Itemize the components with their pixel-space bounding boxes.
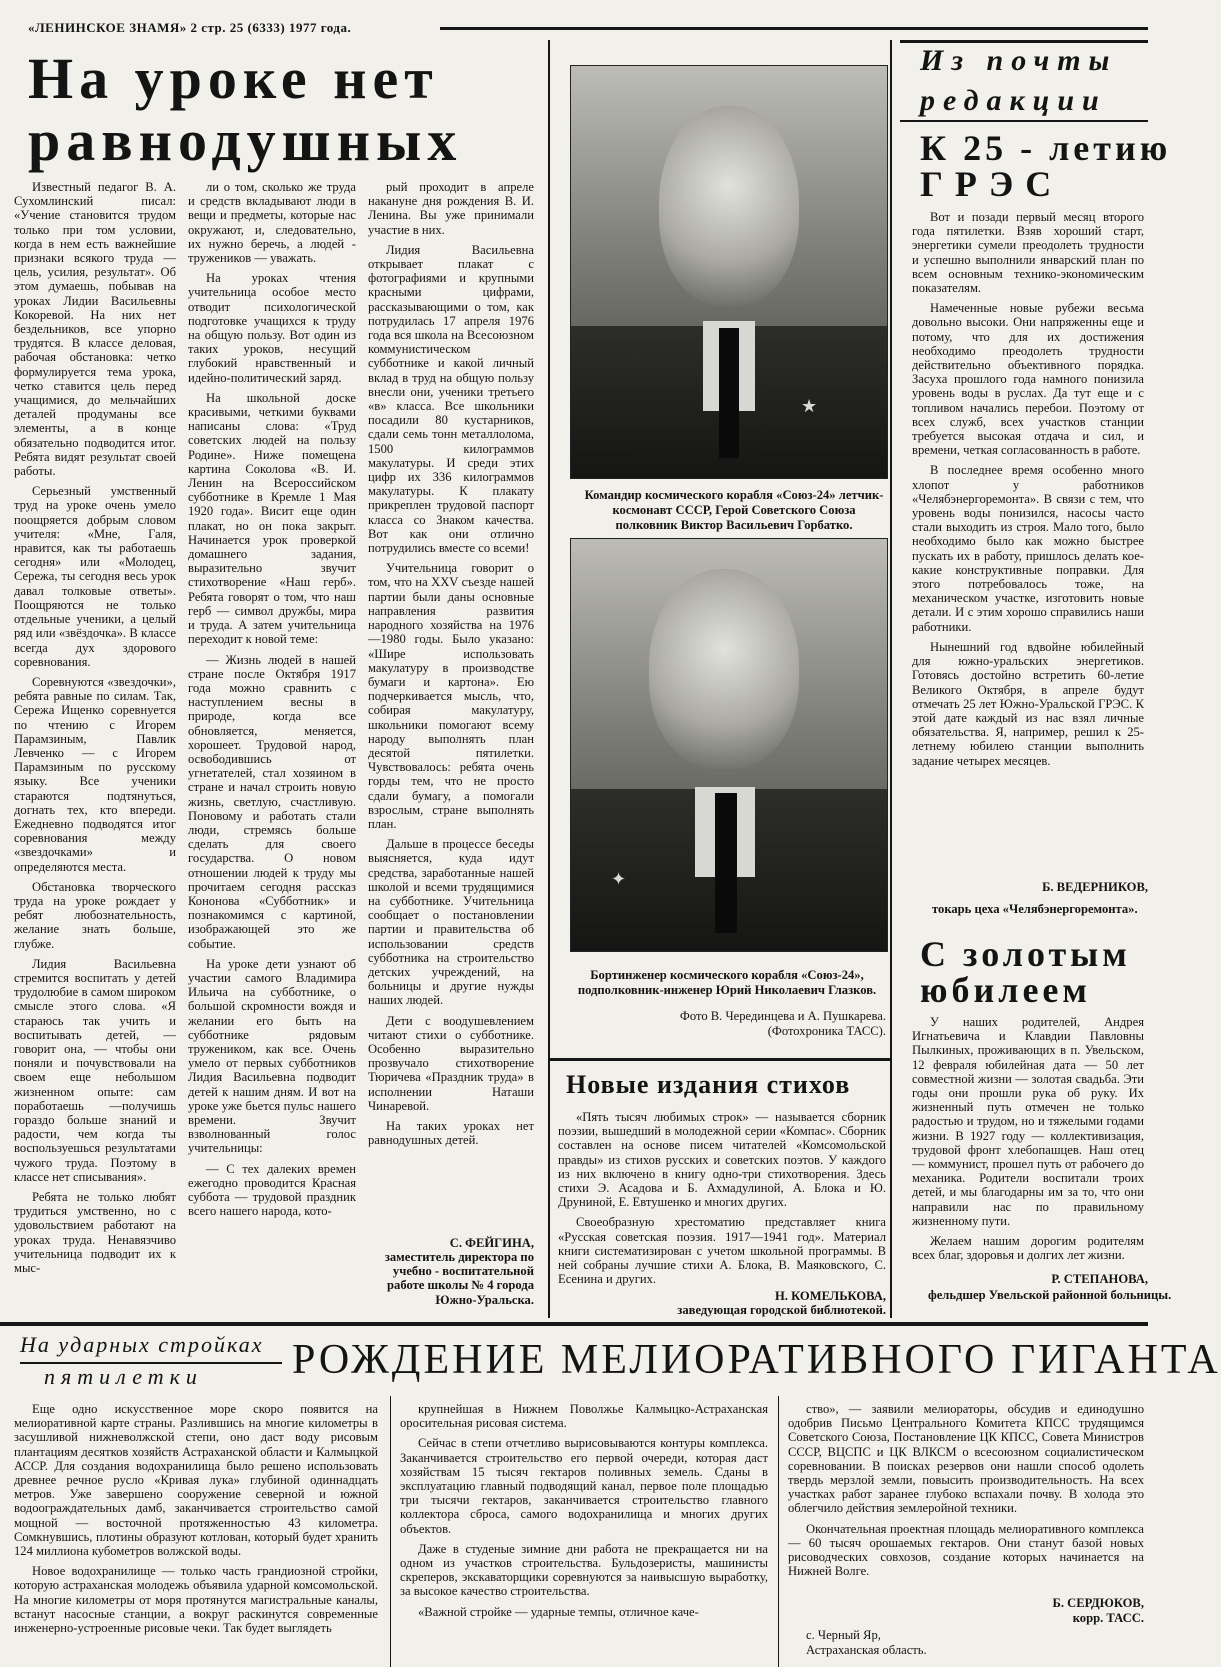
photo-credit-2: (Фотохроника ТАСС). (767, 1024, 886, 1038)
bottom-col1: Еще одно искусственное море скоро появится на мелиоративной карте страны. Разлившись на многие километры в засушливой нижневолжской степи, оно даст воду рисовым плантациям десятков хозяйств Астраханской области и Калмыцкой АССР. Для создания водохранилища было решено использовать древнее речное русло «Кривая лука» глубиной одиннадцать метров. Уже завершено сооружение северной и южной водоограждательных дамб, заканчивается строительство самой мощной — восточной протяженностью 43 километра. Сомкнувшись, плотины образуют котлован, который будет хранить 124 миллиона кубометров волжской воды. Новое водохранилище — только часть грандиозной стройки, которую астраханская молодежь объявила ударной комсомольской. На многие километры от моря протянутся магистральные каналы, встанут насосные станции, а вокруг раскинутся современные инженерно-устроенные рисовые чеки. Так будет выглядеть (14, 1402, 378, 1636)
bottom-place-1: с. Черный Яр, (806, 1628, 881, 1642)
article-col3: рый проходит в апреле накануне дня рождения В. И. Ленина. Вы уже принимали участие в них. Лидия Васильевна открывает плакат с фотографиями и крупными красными цифрами, рассказывающими о том, как потрудилась 17 апреля 1976 года вся школа на Всесоюзном коммунистическом субботнике и какой личный вклад в труд на общую пользу внесли они, ученики третьего «в» класса. Все школьники посадили 80 кустарников, сдали семь тонн металлолома, 1500 килограммов макулатуры. И среди этих цифр их 336 килограммов макулатуры. К плакату прикреплен трудовой паспорт класса со Знаком качества. Вот как они отлично потрудились вместе со всеми! Учительница говорит о том, что на XXV съезде нашей партии были даны основные направления развития народного хозяйства на 1976—1980 годы. Было указано: «Шире использовать макулатуру в производстве бумаги и картона». Ею подчеркивается мысль, что, собирая макулатуру, школьники помогают всему народу выполнять план десятой пятилетки. Чувствовалось: ребята очень горды тем, что не просто сдали бумагу, а помогали взрослым, стране выполнять план. Дальше в процессе беседы выясняется, куда идут средства, заработанные нашей школой и всеми трудящимися на субботнике. Учительница сообщает о постановлении партии и правительства об использовании средств субботника на строительство детских учреждений, на больницы и другие нужды наших людей. Дети с воодушевлением читают стихи о субботнике. Особенно выразительно прозвучало стихотворение Тюричева «Праздник труда» в исполнении Наташи Чинаревой. На таких уроках нет равнодушных детей. (368, 180, 534, 1148)
bottom-kicker-line2: пятилетки (44, 1364, 203, 1389)
bottom-title: РОЖДЕНИЕ МЕЛИОРАТИВНОГО ГИГАНТА (292, 1337, 1221, 1383)
bottom-col3: ство», — заявили мелиораторы, обсудив и единодушно одобрив Письмо Центрального Комитета КПСС трудящимся Советского Союза, Постановление ЦК КПСС, Совета Министров СССР, ВЦСПС и ЦК ВЛКСМ о всесоюзном социалистическом соревновании. В поисках резервов они нашли способ одолеть твердь мерзлой земли, повысить производительность. На всех участках работ заранее глубоко вспахали почву. В холода это облегчило действия землеройной техники. Окончательная проектная площадь мелиоративного комплекса — 60 тысяч орошаемых гектаров. Они станут базой новых рисоводческих совхозов, создание которых начинается на Нижней Волге. (788, 1402, 1144, 1579)
bottom-author-role: корр. ТАСС. (1072, 1611, 1144, 1625)
article-author-name: С. ФЕЙГИНА, (449, 1236, 534, 1250)
photo-credit-1: Фото В. Черединцева и А. Пушкарева. (679, 1009, 886, 1023)
photo-caption-2: Бортинженер космического корабля «Союз-24», подполковник-инженер Юрий Николаевич Глазков. (577, 968, 877, 997)
article-title-line2: равнодушных (28, 108, 463, 173)
mail-top-rule (900, 40, 1148, 43)
mail-author-role: токарь цеха «Челябэнергоремонта». (932, 902, 1138, 916)
golden-title-line1: С золотым (920, 934, 1131, 974)
article-col2: ли о том, сколько же труда и средств вкладывают люди в вещи и предметы, которые нас окружают, и, следовательно, их нужно беречь, а людей - тружеников — уважать. На уроках чтения учительница особое место отводит психологической подготовке учащихся к труду на общую пользу. Вот один из таких уроков, несущий глубокий нравственный и идейно-политический заряд. На школьной доске красивыми, четкими буквами написаны слова: «Труд советских людей на пользу Родине». Ниже помещена картина Соколова «В. И. Ленин на Всероссийском субботнике в Кремле 1 Мая 1920 года». Висит еще один плакат, но он пока закрыт. Начинается урок проверкой домашнего задания, выразительно звучит стихотворение «Наш герб». Ребята говорят о том, что наш герб — символ дружбы, мира и труда. А затем учительница переходит к новой теме: — Жизнь людей в нашей стране после Октября 1917 года можно сравнить с наступлением весны в природе, когда все обновляется, меняется, хорошеет. Трудовой народ, освободившись от угнетателей, стал хозяином в стране и начал строить новую жизнь, светлую, счастливую. Поновому и работать стали люди, стремясь больше сделать для своего государства. О новом отношении людей к труду мы прочитаем сегодня рассказ Кононова «Субботник» и познакомимся с картиной, изображающей это же событие. На уроке дети узнают об участии самого Владимира Ильича на субботнике, о большой скромности вождя и желании его быть на субботнике рядовым тружеником, как все. Очень умело от первых субботников Лидия Васильевна подводит детей к нашим дням. И вот на уроке уже бьется пульс нашего времени. Звучит взволнованный голос учительницы: — С тех далеких времен ежегодно проводится Красная суббота — трудовой праздник всего нашего народа, кото- (188, 180, 356, 1219)
mail-author-name: Б. ВЕДЕРНИКОВ, (1042, 880, 1148, 894)
bottom-col2: крупнейшая в Нижнем Поволжье Калмыцко-Астраханская оросительная рисовая система. Сейчас в степи отчетливо вырисовываются контуры комплекса. Заканчивается строительство его первой очереди, которая даст хозяйствам 15 тысяч гектаров поливных земель. Сданы в эксплуатацию главный подводящий канал, первое поле площадью три тысячи гектаров, заканчивается строительство главного коллектора сброса, самого водохранилища и многих других объектов. Даже в студеные зимние дни работа не прекращается ни на одном из участков строительства. Бульдозеристы, машинисты скреперов, экскаваторщики соревнуются за наивысшую выработку, за высокое качество строительства. «Важной стройке — ударные темпы, отличное каче- (400, 1402, 768, 1619)
portrait-photo-glazkov: ✦ (570, 538, 888, 952)
golden-author-name: Р. СТЕПАНОВА, (1051, 1272, 1148, 1286)
article-title-line1: На уроке нет (28, 46, 439, 111)
article-col1: Известный педагог В. А. Сухомлинский писал: «Учение становится трудом только при том условии, когда в нем есть важнейшие признаки всякого труда —цель, усилия, результат». Об этом думаешь, побывав на уроках Лидии Васильевны Кокоревой. На них нет бездельников, все упорно трудятся. В классе деловая, рабочая обстановка: четко формулируется тема урока, четко ставится цель перед учащимися, до мельчайших деталей продуманы все элементы, а в конце обязательно подводится итог. Ребята видят результат своей работы. Серьезный умственный труд на уроке очень умело поощряется добрым словом учителя: «Мне, Галя, нравится, как ты работаешь сегодня» или «Молодец, Сережа, ты сегодня весь урок давал толковые ответы». Поощряются не только отдельные ученики, а целый ряд или «звёздочка». В классе всегда дух здорового соревнования. Соревнуются «звездочки», ребята равные по силам. Так, Сережа Ищенко соревнуется по чтению с Игорем Парамзиным, Павлик Левченко — с Игорем Парамзиным по русскому языку. Все ученики стараются подтянуться, догнать тех, кто впереди. Ежедневно подводятся итог соревнования между «звездочками» и определяются места. Обстановка творческого труда на уроке рождает у ребят любознательность, желание знать больше, глубже. Лидия Васильевна стремится воспитать у детей трудолюбие в самом широком смысле этого слова. «Я стараюсь так учить и воспитывать детей, — говорит она, — чтобы они поняли и почувствовали на своем еще небольшом жизненном опыте: сам поработаешь —получишь гораздо больше знаний и радости, чем когда ты воспользуешься результатами чужого труда. Поэтому в классе нет списывания». Ребята не только любят трудиться умственно, но с удовольствием работают на уроках труда. Ненавязчиво учительница подводит их к мыс- (14, 180, 176, 1276)
mail-kicker-line2: редакции (920, 84, 1107, 117)
article-author-role: заместитель директора по учебно - воспитательной работе школы № 4 города Южно-Уральска. (384, 1250, 534, 1307)
photo-bottom-rule (548, 1058, 892, 1061)
photos-left-rule (548, 40, 550, 1058)
bottom-author-name: Б. СЕРДЮКОВ, (1052, 1596, 1144, 1610)
bottom-col-rule-1 (390, 1396, 391, 1667)
photo-caption-1: Командир космического корабля «Союз-24» летчик-космонавт СССР, Герой Советского Союза полковник Виктор Васильевич Горбатко. (584, 488, 884, 532)
golden-author-role: фельдшер Увельской районной больницы. (928, 1288, 1172, 1302)
mail-title-line2: ГРЭС (920, 164, 1064, 204)
masthead: «ЛЕНИНСКОЕ ЗНАМЯ» 2 стр. 25 (6333) 1977 года. (28, 20, 352, 35)
mail-kicker-rule (900, 120, 1148, 122)
masthead-rule (440, 27, 1148, 30)
poetry-title: Новые издания стихов (566, 1070, 851, 1099)
poetry-author-name: Н. КОМЕЛЬКОВА, (774, 1289, 886, 1303)
poetry-left-rule (548, 1058, 550, 1318)
bottom-separator-rule (0, 1322, 1148, 1326)
golden-title-line2: юбилеем (920, 970, 1091, 1010)
bottom-col-rule-2 (778, 1396, 779, 1667)
bottom-place-2: Астраханская область. (806, 1643, 927, 1657)
poetry-right-rule (890, 40, 892, 1318)
golden-text: У наших родителей, Андрея Игнатьевича и Клавдии Павловны Пылкиных, проживающих в п. Увельском, 12 февраля юбилейная дата — 50 лет совместной жизни — золотая свадьба. Эти годы они прошли рука об руку. Их жизненный путь отмечен не только радостью и трудом, но и тяжелыми годами жизни. В 1927 году — коллективизация, трудовой фронт хлебопашцев. Наш отец — коммунист, прошел путь от рабочего до механика. Родители воспитали троих детей, и мы благодарны им за то, что они направили нас по правильному жизненному пути. Желаем нашим дорогим родителям всех благ, здоровья и долгих лет жизни. (912, 1015, 1144, 1263)
poetry-author-role: заведующая городской библиотекой. (677, 1303, 886, 1317)
poetry-text: «Пять тысяч любимых строк» — называется сборник поэзии, вышедший в молодежной серии «Компас». Сборник составлен на основе писем читателей «Комсомольской правды» из стихов русских и советских поэтов. У каждого из них включено в книгу одно-три стихотворения. Здесь стихи Э. Асадова и Б. Ахмадулиной, А. Блока и Ю. Друниной, Е. Евтушенко и многих других. Своеобразную хрестоматию представляет книга «Русская советская поэзия. 1917—1941 год». Материал книги систематизирован с учетом школьной программы. В ней собраны лучшие стихи А. Блока, В. Маяковского, С. Есенина и других. (558, 1110, 886, 1287)
mail-title-line1: К 25 - летию (920, 128, 1172, 168)
mail-text: Вот и позади первый месяц второго года пятилетки. Взяв хороший старт, энергетики сумели преодолеть трудности и успешно выполнили январский план по всем основным технико-экономическим показателям. Намеченные новые рубежи весьма довольно высоки. Они напряженны еще и потому, что для их достижения необходимо преодолеть трудности действительно объективного порядка. Засуха прошлого года намного понизила уровень воды в руслах. Да тут еще и с топливом начались перебои. Поэтому от всех служб, всех участков станции требуется высокая отдача и сил, и времени, четкая согласованность в работе. В последнее время особенно много хлопот у работников «Челябэнергоремонта». В связи с тем, что уровень воды понизился, насосы часто стали выходить из строя. Мало того, было необходимо было как можно быстрее пускать их в работу, пришлось делать кое-какие конструктивные поправки. Для этого потребовалось тоже, на механическом участке, изготовить новые детали. И с этим хорошо справились наши работники. Нынешний год вдвойне юбилейный для южно-уральских энергетиков. Готовясь достойно встретить 60-летие Великого Октября, в апреле будут отмечать 25 лет Южно-Уральской ГРЭС. К этой дате каждый из нас взял личные обязательства. Я, например, решил к 25-летнему юбилею станции выполнить задание четырех месяцев. (912, 210, 1144, 768)
bottom-kicker-line1: На ударных стройках (20, 1332, 264, 1357)
mail-kicker-line1: Из почты (920, 44, 1118, 77)
portrait-photo-gorbatko: ★ (570, 65, 888, 479)
